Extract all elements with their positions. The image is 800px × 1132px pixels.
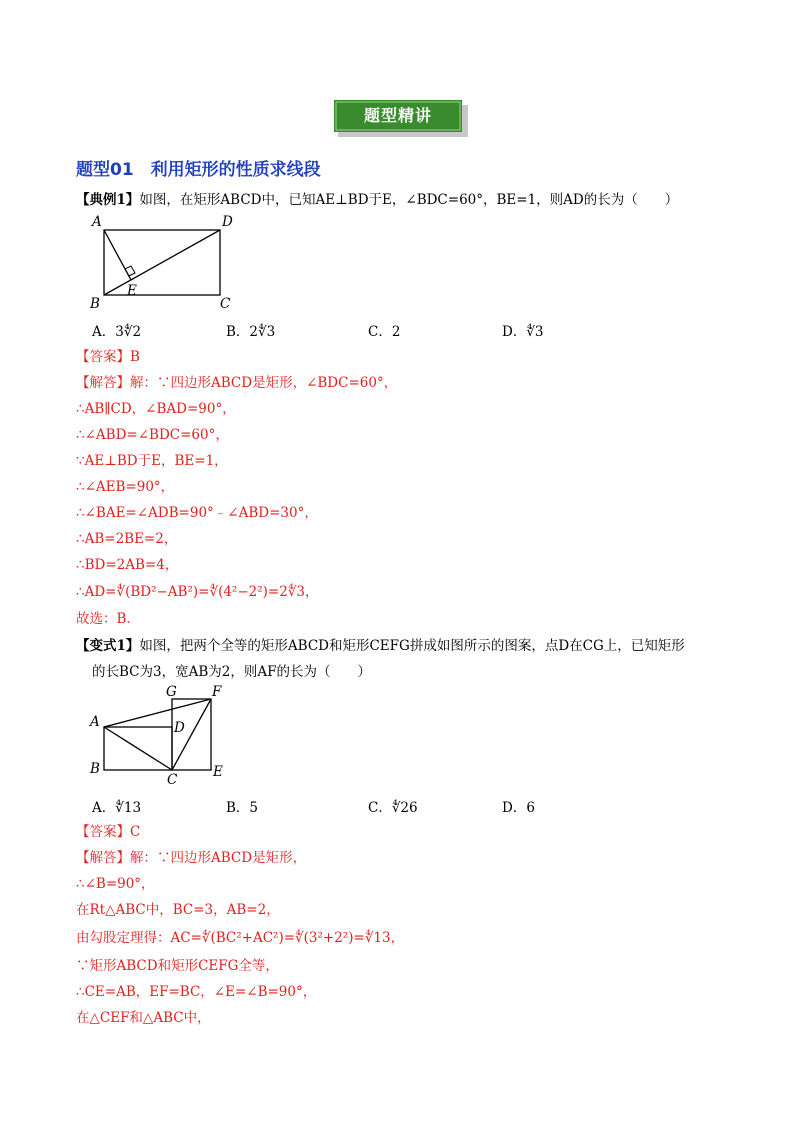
variant1-solution-line: 由勾股定理得：AC=∜(BC²+AC²)=∜(3²+2²)=∜13， bbox=[76, 930, 405, 946]
label-a: A bbox=[92, 214, 102, 230]
variant1-question-line2: 的长BC为3，宽AB为2，则AF的长为（ ） bbox=[92, 664, 371, 680]
variant1-option-b: B．5 bbox=[226, 800, 259, 816]
example1-tag: 【典例1】 bbox=[76, 192, 140, 208]
segment-ac bbox=[104, 727, 172, 770]
example1-question: 如图，在矩形ABCD中，已知AE⊥BD于E，∠BDC=60°，BE=1，则AD的长为（ ） bbox=[139, 192, 679, 208]
example1-option-a: A．3∜2 bbox=[92, 324, 142, 340]
variant1-answer: 【答案】C bbox=[76, 824, 141, 840]
label-c: C bbox=[167, 772, 178, 788]
example1-option-d: D．∜3 bbox=[502, 324, 544, 340]
example1-solution-line: ∴BD=2AB=4， bbox=[76, 557, 179, 573]
label-b: B bbox=[90, 296, 100, 312]
segment-af bbox=[104, 699, 211, 727]
variant1-tag: 【变式1】 bbox=[76, 638, 140, 654]
label-c: C bbox=[220, 296, 231, 312]
example1-solution-line: ∴AD=∜(BD²−AB²)=∜(4²−2²)=2∜3， bbox=[76, 584, 319, 600]
variant1-solution-line: ∴∠B=90°， bbox=[76, 876, 155, 892]
example1-solution-line: ∴∠ABD=∠BDC=60°， bbox=[76, 427, 229, 443]
label-g: G bbox=[166, 684, 177, 700]
variant1-solution-line: ∴CE=AB，EF=BC，∠E=∠B=90°， bbox=[76, 984, 317, 1000]
variant1-solution-line: 在△CEF和△ABC中， bbox=[76, 1010, 211, 1026]
example1-figure bbox=[86, 212, 246, 312]
label-d: D bbox=[174, 720, 185, 736]
label-b: B bbox=[90, 761, 100, 777]
label-d: D bbox=[222, 214, 233, 230]
badge-text: 题型精讲 bbox=[363, 106, 432, 125]
variant1-option-c: C．∜26 bbox=[368, 800, 418, 816]
example1-question-line bbox=[76, 190, 678, 210]
example1-solution-line: 故选：B． bbox=[76, 611, 140, 627]
variant1-question-line bbox=[76, 636, 685, 656]
example1-solution-line: ∵AE⊥BD于E，BE=1， bbox=[76, 453, 228, 469]
label-e: E bbox=[213, 764, 223, 780]
variant1-solution-line: 在Rt△ABC中，BC=3，AB=2， bbox=[76, 902, 280, 918]
variant1-option-a: A．∜13 bbox=[92, 800, 142, 816]
variant1-solution-line: ∵矩形ABCD和矩形CEFG全等， bbox=[76, 958, 279, 974]
example1-solution-line: ∴AB=2BE=2， bbox=[76, 531, 178, 547]
right-angle-mark bbox=[125, 266, 135, 276]
variant1-solution-line: 【解答】解：∵四边形ABCD是矩形， bbox=[76, 850, 307, 866]
example1-option-b: B．2∜3 bbox=[226, 324, 276, 340]
example1-solution-line: ∴∠BAE=∠ADB=90°﹣∠ABD=30°， bbox=[76, 505, 318, 521]
example1-answer: 【答案】B bbox=[76, 349, 140, 365]
label-f: F bbox=[212, 684, 222, 700]
example1-option-c: C．2 bbox=[368, 324, 401, 340]
section-badge bbox=[334, 100, 470, 138]
example1-solution-line: 【解答】解：∵四边形ABCD是矩形，∠BDC=60°， bbox=[76, 375, 398, 391]
section-title: 题型01 利用矩形的性质求线段 bbox=[76, 160, 321, 180]
variant1-question: 如图，把两个全等的矩形ABCD和矩形CEFG拼成如图所示的图案，点D在CG上，已知矩形 bbox=[139, 638, 685, 654]
label-a: A bbox=[90, 714, 100, 730]
label-e: E bbox=[127, 283, 137, 299]
example1-solution-line: ∴AB∥CD，∠BAD=90°， bbox=[76, 401, 236, 417]
variant1-figure bbox=[86, 684, 236, 788]
variant1-option-d: D．6 bbox=[502, 800, 535, 816]
example1-solution-line: ∴∠AEB=90°， bbox=[76, 479, 175, 495]
